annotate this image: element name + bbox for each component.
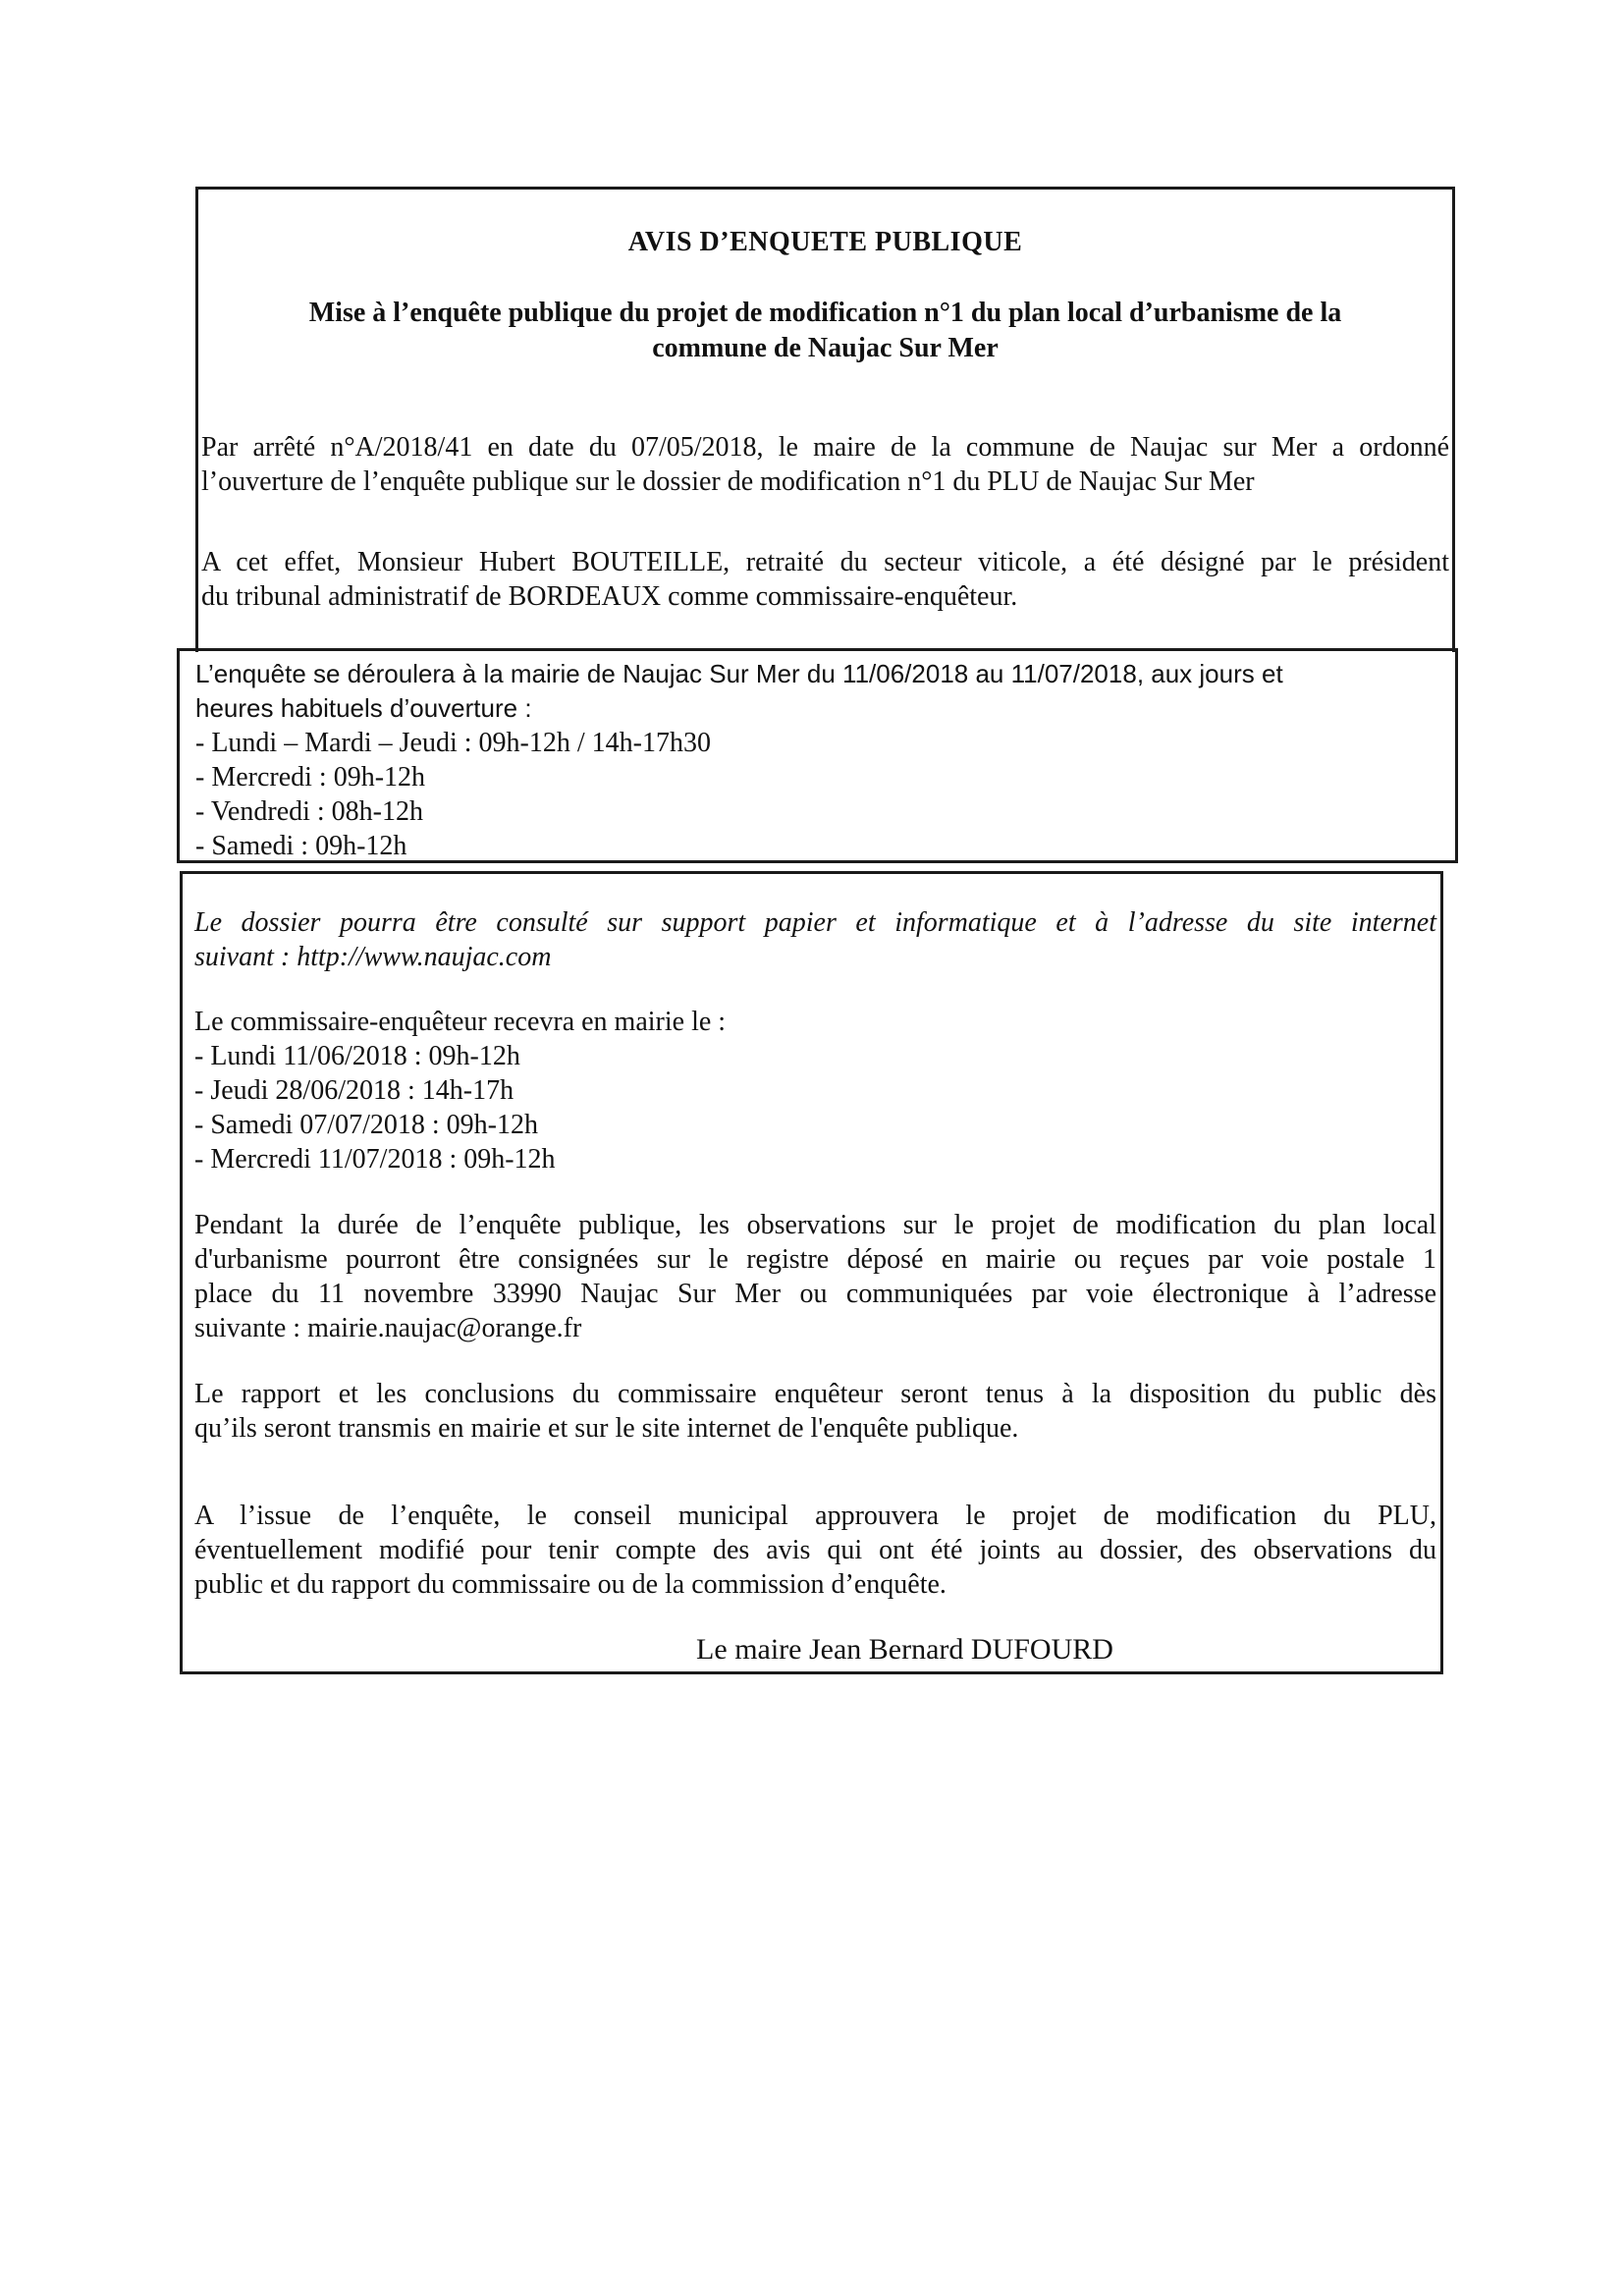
consult-line2: suivant : http://www.naujac.com [194,942,552,972]
commissioner-line1: A cet effet, Monsieur Hubert BOUTEILLE, retraité du secteur viticole, a été désigné par le président [201,547,1449,577]
schedule-intro-line1: L’enquête se déroulera à la mairie de Naujac Sur Mer du 11/06/2018 au 11/07/2018, aux jours et [195,659,1283,688]
notice-subtitle [238,296,1413,366]
consult-line1: Le dossier pourra être consulté sur support papier et informatique et à l’adresse du site internet [194,907,1436,938]
commissioner-paragraph [201,545,1449,614]
notice-subtitle-line2: commune de Naujac Sur Mer [652,333,999,363]
permanence-item: - Mercredi 11/07/2018 : 09h-12h [194,1144,556,1175]
observations-paragraph [194,1208,1436,1345]
notice-header-box [195,187,1455,652]
permanences-intro: Le commissaire-enquêteur recevra en mairie le : [194,1007,727,1037]
approval-paragraph [194,1499,1436,1602]
permanence-item: - Samedi 07/07/2018 : 09h-12h [194,1110,538,1140]
permanence-item: - Jeudi 28/06/2018 : 14h-17h [194,1075,514,1106]
schedule-intro-line2: heures habituels d’ouverture : [195,693,532,723]
details-box [180,871,1443,1674]
report-line2: qu’ils seront transmis en mairie et sur le site internet de l'enquête publique. [194,1413,1019,1444]
schedule-day-item: - Mercredi : 09h-12h [195,762,426,793]
schedule-day-item: - Vendredi : 08h-12h [195,796,423,827]
observations-line2: d'urbanisme pourront être consignées sur le registre déposé en mairie ou reçues par voie postale 1 [194,1244,1436,1275]
schedule-day-item: - Lundi – Mardi – Jeudi : 09h-12h / 14h-17h30 [195,728,711,758]
approval-line2: éventuellement modifié pour tenir compte des avis qui ont été joints au dossier, des observations du [194,1535,1436,1565]
notice-title: AVIS D’ENQUETE PUBLIQUE [627,227,1023,257]
observations-line4: suivante : mairie.naujac@orange.fr [194,1313,582,1343]
permanence-item: - Lundi 11/06/2018 : 09h-12h [194,1041,520,1071]
consult-paragraph [194,905,1436,974]
schedule-box [177,648,1458,863]
mayor-signature: Le maire Jean Bernard DUFOURD [696,1633,1113,1666]
decree-paragraph [201,430,1449,499]
approval-line1: A l’issue de l’enquête, le conseil municipal approuvera le projet de modification du PLU, [194,1501,1436,1531]
decree-line2: l’ouverture de l’enquête publique sur le dossier de modification n°1 du PLU de Naujac Sur Mer [201,466,1255,497]
decree-line1: Par arrêté n°A/2018/41 en date du 07/05/2018, le maire de la commune de Naujac sur Mer a ordonné [201,432,1449,463]
schedule-paragraph [195,657,1426,863]
report-paragraph [194,1377,1436,1446]
commissioner-line2: du tribunal administratif de BORDEAUX comme commissaire-enquêteur. [201,581,1018,612]
schedule-day-item: - Samedi : 09h-12h [195,831,407,861]
notice-subtitle-line1: Mise à l’enquête publique du projet de modification n°1 du plan local d’urbanisme de la [308,298,1342,328]
permanences-paragraph [194,1005,1436,1176]
observations-line1: Pendant la durée de l’enquête publique, les observations sur le projet de modification du plan local [194,1210,1436,1240]
report-line1: Le rapport et les conclusions du commissaire enquêteur seront tenus à la disposition du public dès [194,1379,1436,1409]
approval-line3: public et du rapport du commissaire ou de la commission d’enquête. [194,1569,947,1600]
observations-line3: place du 11 novembre 33990 Naujac Sur Mer ou communiquées par voie électronique à l’adresse [194,1279,1436,1309]
